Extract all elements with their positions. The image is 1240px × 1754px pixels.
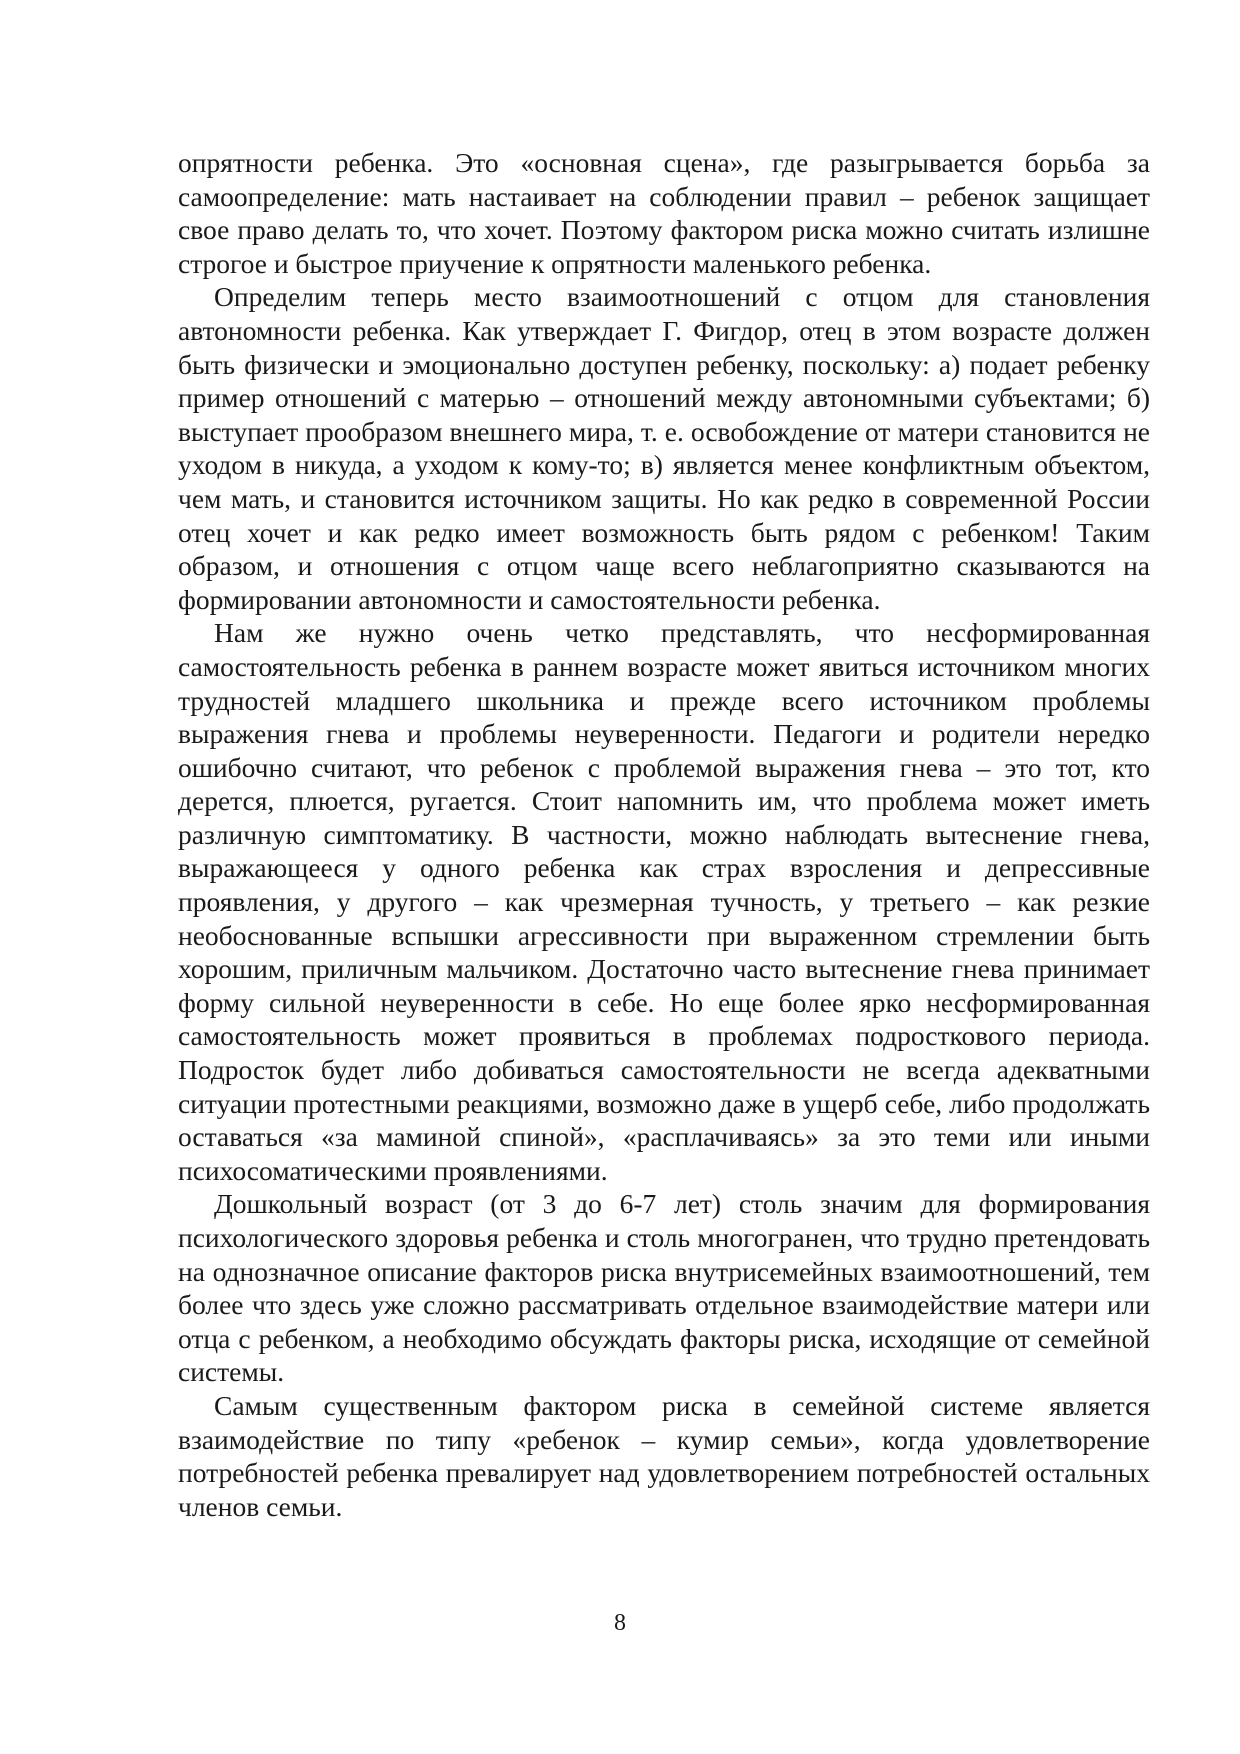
paragraph-family-idol: Самым существенным фактором риска в семейной системе является взаимодействие по типу «ребенок – кумир семьи», когда удовлетворение потребностей ребенка превалирует над удовлетворением потребностей остальных членов семьи. [178, 1389, 1150, 1522]
paragraph-continued: опрятности ребенка. Это «основная сцена», где разыгрывается борьба за самоопределение: мать настаивает на соблюдении правил – ребенок защищает свое право делать то, что хочет. Поэтому фактором риска можно считать излишне строгое и быстрое приучение к опрятности маленького ребенка. [178, 147, 1150, 279]
page-number: 8 [614, 1610, 626, 1636]
page-body [178, 146, 1150, 1523]
paragraph-father-relationship: Определим теперь место взаимоотношений с отцом для становления автономности ребенка. Как утверждает Г. Фигдор, отец в этом возрасте должен быть физически и эмоционально доступен ребенку, поскольку: а) подает ребенку пример отношений с матерью – отношений между автономными субъектами; б) выступает прообразом внешнего мира, т. е. освобождение от матери становится не уходом в никуда, а уходом к кому-то; в) является менее конфликтным объектом, чем мать, и становится источником защиты. Но как редко в современной России отец хочет и как редко имеет возможность быть рядом с ребенком! Таким образом, и отношения с отцом чаще всего неблагоприятно сказываются на формировании автономности и самостоятельности ребенка. [178, 281, 1150, 615]
paragraph-independence-problems: Нам же нужно очень четко представлять, что несформированная самостоятельность ребенка в раннем возрасте может явиться источником многих трудностей младшего школьника и прежде всего источником проблемы выражения гнева и проблемы неуверенности. Педагоги и родители нередко ошибочно считают, что ребенок с проблемой выражения гнева – это тот, кто дерется, плюется, ругается. Стоит напомнить им, что проблема может иметь различную симптоматику. В частности, можно наблюдать вытеснение гнева, выражающееся у одного ребенка как страх взросления и депрессивные проявления, у другого – как чрезмерная тучность, у третьего – как резкие необоснованные вспышки агрессивности при выраженном стремлении быть хорошим, приличным мальчиком. Достаточно часто вытеснение гнева принимает форму сильной неуверенности в себе. Но еще более ярко несформированная самостоятельность может проявиться в проблемах подросткового периода. Подросток будет либо добиваться самостоятельности не всегда адекватными ситуации протестными реакциями, возможно даже в ущерб себе, либо продолжать оставаться «за маминой спиной», «расплачиваясь» за это теми или иными психосоматическими проявлениями. [178, 617, 1150, 1186]
paragraph-preschool-age: Дошкольный возраст (от 3 до 6-7 лет) столь значим для формирования психологического здоровья ребенка и столь многогранен, что трудно претендовать на однозначное описание факторов риска внутрисемейных взаимоотношений, тем более что здесь уже сложно рассматривать отдельное взаимодействие матери или отца с ребенком, а необходимо обсуждать факторы риска, исходящие от семейной системы. [178, 1188, 1150, 1388]
